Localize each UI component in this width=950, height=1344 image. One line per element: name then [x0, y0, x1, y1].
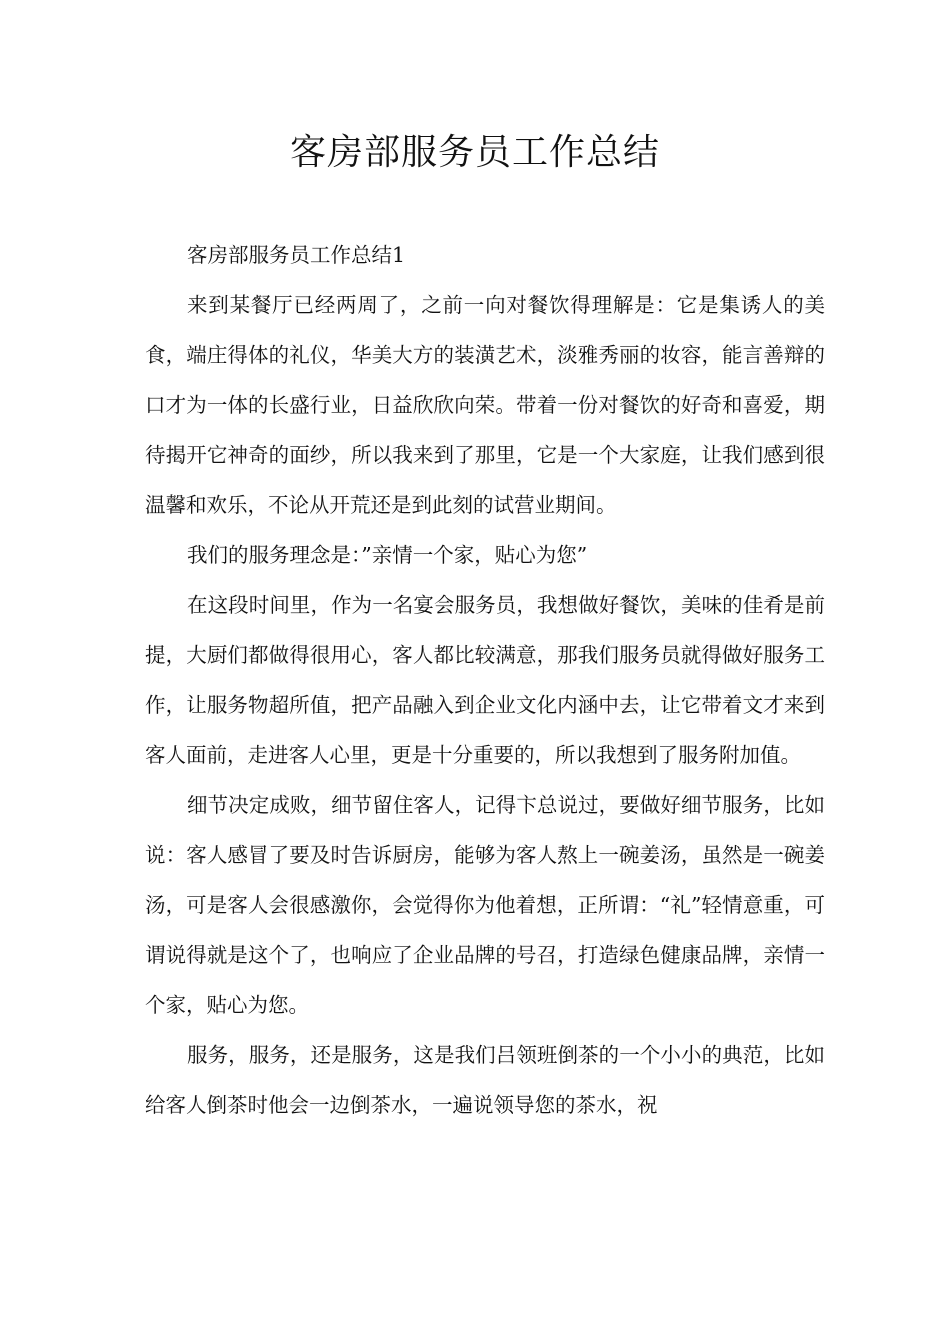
paragraph: 细节决定成败，细节留住客人，记得卞总说过，要做好细节服务，比如说：客人感冒了要及时告诉厨房，能够为客人熬上一碗姜汤，虽然是一碗姜汤，可是客人会很感激你，会觉得你为他着想，正所谓：“礼”轻情意重，可谓说得就是这个了，也响应了企业品牌的号召，打造绿色健康品牌，亲情一个家，贴心为您。 — [145, 793, 825, 1017]
paragraph: 来到某餐厅已经两周了，之前一向对餐饮得理解是：它是集诱人的美食，端庄得体的礼仪，华美大方的装潢艺术，淡雅秀丽的妆容，能言善辩的口才为一体的长盛行业，日益欣欣向荣。带着一份对餐饮的好奇和喜爱，期待揭开它神奇的面纱，所以我来到了那里，它是一个大家庭，让我们感到很温馨和欢乐，不论从开荒还是到此刻的试营业期间。 — [145, 293, 825, 517]
paragraph: 我们的服务理念是：”亲情一个家，贴心为您” — [187, 543, 588, 567]
paragraph: 服务，服务，还是服务，这是我们吕领班倒茶的一个小小的典范，比如给客人倒茶时他会一边倒茶水，一遍说领导您的茶水，祝 — [145, 1043, 825, 1117]
document-body — [145, 230, 825, 1130]
paragraph-heading: 客房部服务员工作总结1 — [187, 243, 406, 267]
document-title: 客房部服务员工作总结 — [289, 132, 660, 173]
paragraph: 在这段时间里，作为一名宴会服务员，我想做好餐饮，美味的佳肴是前提，大厨们都做得很用心，客人都比较满意，那我们服务员就得做好服务工作，让服务物超所值，把产品融入到企业文化内涵中去，让它带着文才来到客人面前，走进客人心里，更是十分重要的，所以我想到了服务附加值。 — [145, 593, 825, 767]
